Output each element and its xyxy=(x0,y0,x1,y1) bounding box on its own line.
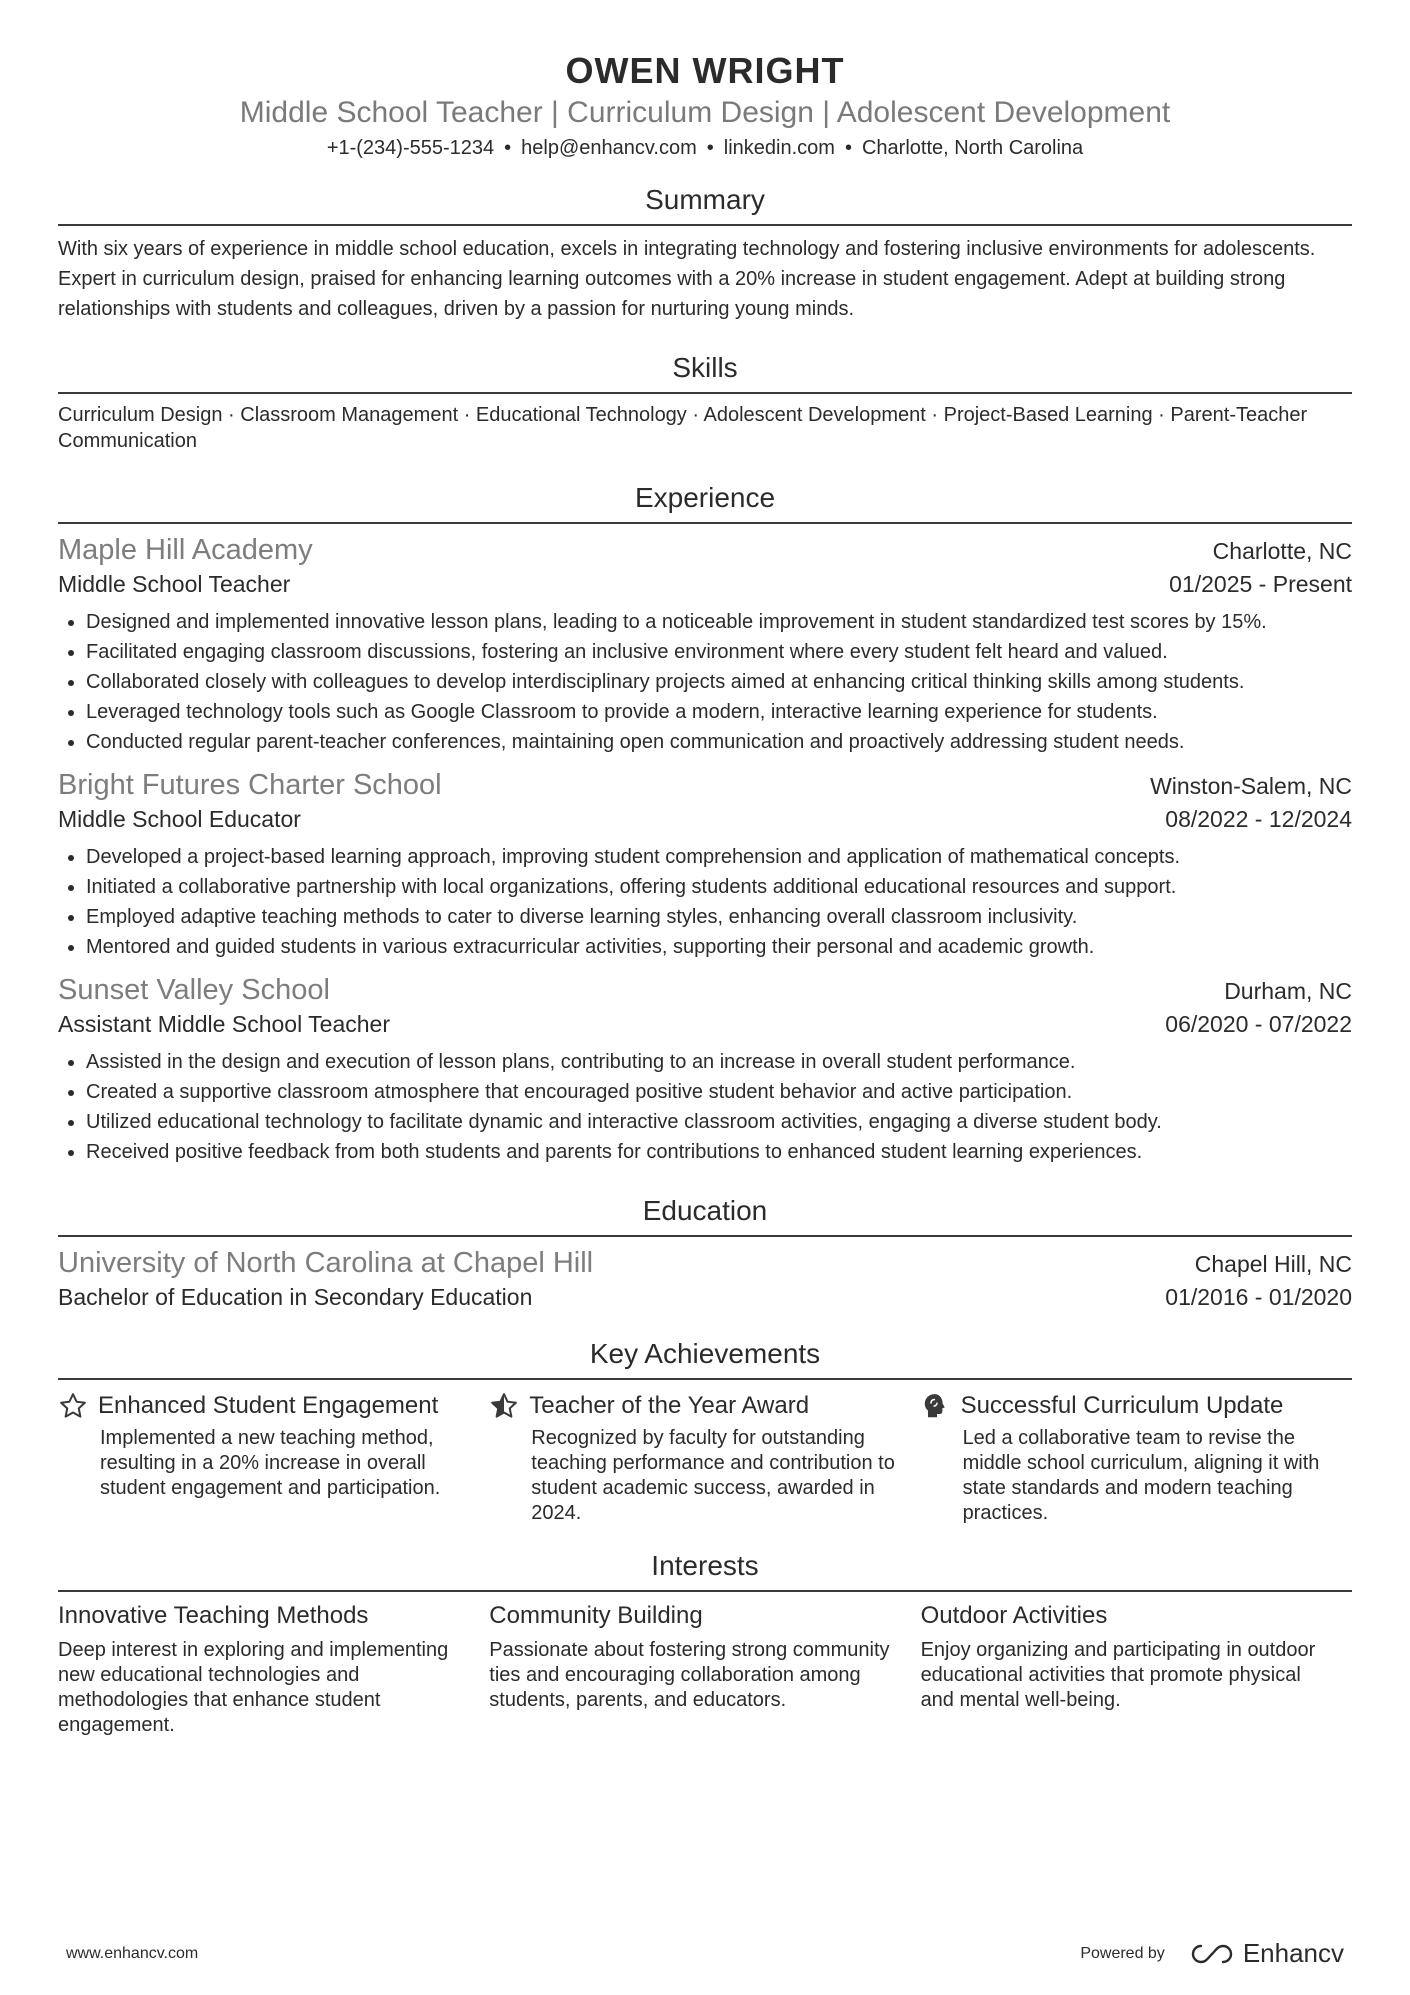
interest-title: Innovative Teaching Methods xyxy=(58,1602,369,1629)
interest-text: Enjoy organizing and participating in outdoor educational activities that promote physical and mental well-being. xyxy=(920,1639,1316,1711)
achievement-item xyxy=(58,1390,489,1526)
achievement-title: Enhanced Student Engagement xyxy=(98,1392,439,1419)
contact-line xyxy=(58,134,1352,162)
section-title-achievements: Key Achievements xyxy=(58,1336,1352,1380)
star-half-icon xyxy=(489,1391,519,1421)
bullet-item: • Utilized educational technology to facilitate dynamic and interactive classroom activities, engaging a diverse student body. xyxy=(86,1107,1352,1137)
interest-text: Passionate about fostering strong community ties and encouraging collaboration among students, parents, and educators. xyxy=(489,1639,890,1711)
candidate-tagline: Middle School Teacher | Curriculum Design | Adolescent Development xyxy=(239,96,1171,129)
bullet-item: • Designed and implemented innovative lesson plans, leading to a noticeable improvement in student standardized test scores by 15%. xyxy=(86,607,1352,637)
bullet-item: • Initiated a collaborative partnership with local organizations, offering students additional educational resources and support. xyxy=(86,872,1352,902)
job-entry xyxy=(58,532,1352,757)
school-name: University of North Carolina at Chapel Hill xyxy=(58,1247,594,1279)
job-role: Middle School Teacher xyxy=(58,571,291,597)
separator: • xyxy=(504,137,512,159)
section-title-summary: Summary xyxy=(58,182,1352,226)
powered-by-label: Powered by xyxy=(1080,1944,1165,1962)
phone: +1-(234)-555-1234 xyxy=(326,137,495,159)
achievement-text: Led a collaborative team to revise the middle school curriculum, aligning it with state standards and modern teaching practices. xyxy=(962,1427,1320,1524)
star-outline-icon xyxy=(58,1391,88,1421)
skills-section xyxy=(58,350,1352,454)
separator: • xyxy=(706,137,714,159)
bullet-item: • Employed adaptive teaching methods to cater to diverse learning styles, enhancing overall classroom inclusivity. xyxy=(86,902,1352,932)
school-location: Chapel Hill, NC xyxy=(1194,1251,1352,1277)
linkedin-link[interactable]: linkedin.com xyxy=(723,137,835,159)
achievement-title: Teacher of the Year Award xyxy=(529,1392,810,1419)
section-title-skills: Skills xyxy=(58,350,1352,394)
education-entry xyxy=(58,1245,1352,1314)
job-entry xyxy=(58,767,1352,962)
interest-title: Community Building xyxy=(489,1602,703,1629)
interest-item xyxy=(58,1600,489,1738)
bullet-item: • Facilitated engaging classroom discussions, fostering an inclusive environment where every student felt heard and valued. xyxy=(86,637,1352,667)
section-title-experience: Experience xyxy=(58,480,1352,524)
achievement-text: Recognized by faculty for outstanding teaching performance and contribution to student academic success, awarded in 2024. xyxy=(531,1427,895,1524)
job-dates: 08/2022 - 12/2024 xyxy=(1165,806,1352,832)
brand-name: Enhancv xyxy=(1242,1938,1344,1968)
separator: • xyxy=(844,137,852,159)
bullet-item: • Created a supportive classroom atmosphere that encouraged positive student behavior and active participation. xyxy=(86,1077,1352,1107)
job-bullets xyxy=(58,607,1352,757)
summary-section xyxy=(58,182,1352,324)
interest-text: Deep interest in exploring and implementing new educational technologies and methodologies that enhance student engagement. xyxy=(58,1639,449,1736)
achievement-item xyxy=(921,1390,1352,1526)
summary-text: With six years of experience in middle school education, excels in integrating technology and fostering inclusive environments for adolescents. Expert in curriculum design, praised for enhancing learning outcomes with a 20% increase in student engagement. Adept at building strong relationships with students and colleagues, driven by a passion for nurturing young minds. xyxy=(58,238,1316,320)
brain-head-icon xyxy=(921,1391,951,1421)
bullet-item: • Mentored and guided students in various extracurricular activities, supporting their personal and academic growth. xyxy=(86,932,1352,962)
bullet-item: • Received positive feedback from both students and parents for contributions to enhanced student learning experiences. xyxy=(86,1137,1352,1167)
enhancv-logo-icon xyxy=(1189,1942,1235,1966)
section-title-education: Education xyxy=(58,1193,1352,1237)
achievements-section xyxy=(58,1336,1352,1526)
job-location: Durham, NC xyxy=(1224,978,1352,1004)
bullet-item: • Assisted in the design and execution of lesson plans, contributing to an increase in overall student performance. xyxy=(86,1047,1352,1077)
bullet-item: • Collaborated closely with colleagues to develop interdisciplinary projects aimed at enhancing critical thinking skills among students. xyxy=(86,667,1352,697)
resume-page xyxy=(58,0,1352,1738)
job-bullets xyxy=(58,1047,1352,1167)
email-link[interactable]: help@enhancv.com xyxy=(521,137,697,159)
job-bullets xyxy=(58,842,1352,962)
job-role: Assistant Middle School Teacher xyxy=(58,1011,390,1037)
resume-header xyxy=(58,0,1352,162)
degree: Bachelor of Education in Secondary Education xyxy=(58,1284,533,1310)
achievement-text: Implemented a new teaching method, resulting in a 20% increase in overall student engagement and participation. xyxy=(100,1427,441,1499)
education-dates: 01/2016 - 01/2020 xyxy=(1165,1284,1352,1310)
job-dates: 06/2020 - 07/2022 xyxy=(1165,1011,1352,1037)
job-location: Winston-Salem, NC xyxy=(1150,773,1352,799)
job-entry xyxy=(58,972,1352,1167)
achievement-item xyxy=(489,1390,920,1526)
education-section xyxy=(58,1193,1352,1314)
bullet-item: • Developed a project-based learning approach, improving student comprehension and application of mathematical concepts. xyxy=(86,842,1352,872)
company-name: Sunset Valley School xyxy=(58,974,330,1006)
powered-by xyxy=(1080,1938,1344,1969)
bullet-item: • Leveraged technology tools such as Google Classroom to provide a modern, interactive learning experience for students. xyxy=(86,697,1352,727)
interest-item xyxy=(921,1600,1352,1738)
bullet-item: • Conducted regular parent-teacher conferences, maintaining open communication and proactively addressing student needs. xyxy=(86,727,1352,757)
candidate-name: OWEN WRIGHT xyxy=(565,50,845,91)
skills-list: Curriculum Design · Classroom Management · Educational Technology · Adolescent Development · Project-Based Learning · Parent-Teacher Communication xyxy=(58,404,1308,452)
job-location: Charlotte, NC xyxy=(1212,538,1352,564)
achievement-title: Successful Curriculum Update xyxy=(960,1392,1284,1419)
experience-section xyxy=(58,480,1352,1167)
brand-logo[interactable] xyxy=(1189,1938,1344,1969)
company-name: Bright Futures Charter School xyxy=(58,769,442,801)
interest-title: Outdoor Activities xyxy=(920,1602,1108,1629)
job-role: Middle School Educator xyxy=(58,806,301,832)
company-name: Maple Hill Academy xyxy=(58,534,313,566)
page-footer xyxy=(66,1938,1344,1969)
job-dates: 01/2025 - Present xyxy=(1169,571,1352,597)
location: Charlotte, North Carolina xyxy=(861,137,1084,159)
website-link[interactable]: www.enhancv.com xyxy=(66,1944,199,1962)
interests-section xyxy=(58,1548,1352,1738)
section-title-interests: Interests xyxy=(58,1548,1352,1592)
interest-item xyxy=(489,1600,920,1738)
